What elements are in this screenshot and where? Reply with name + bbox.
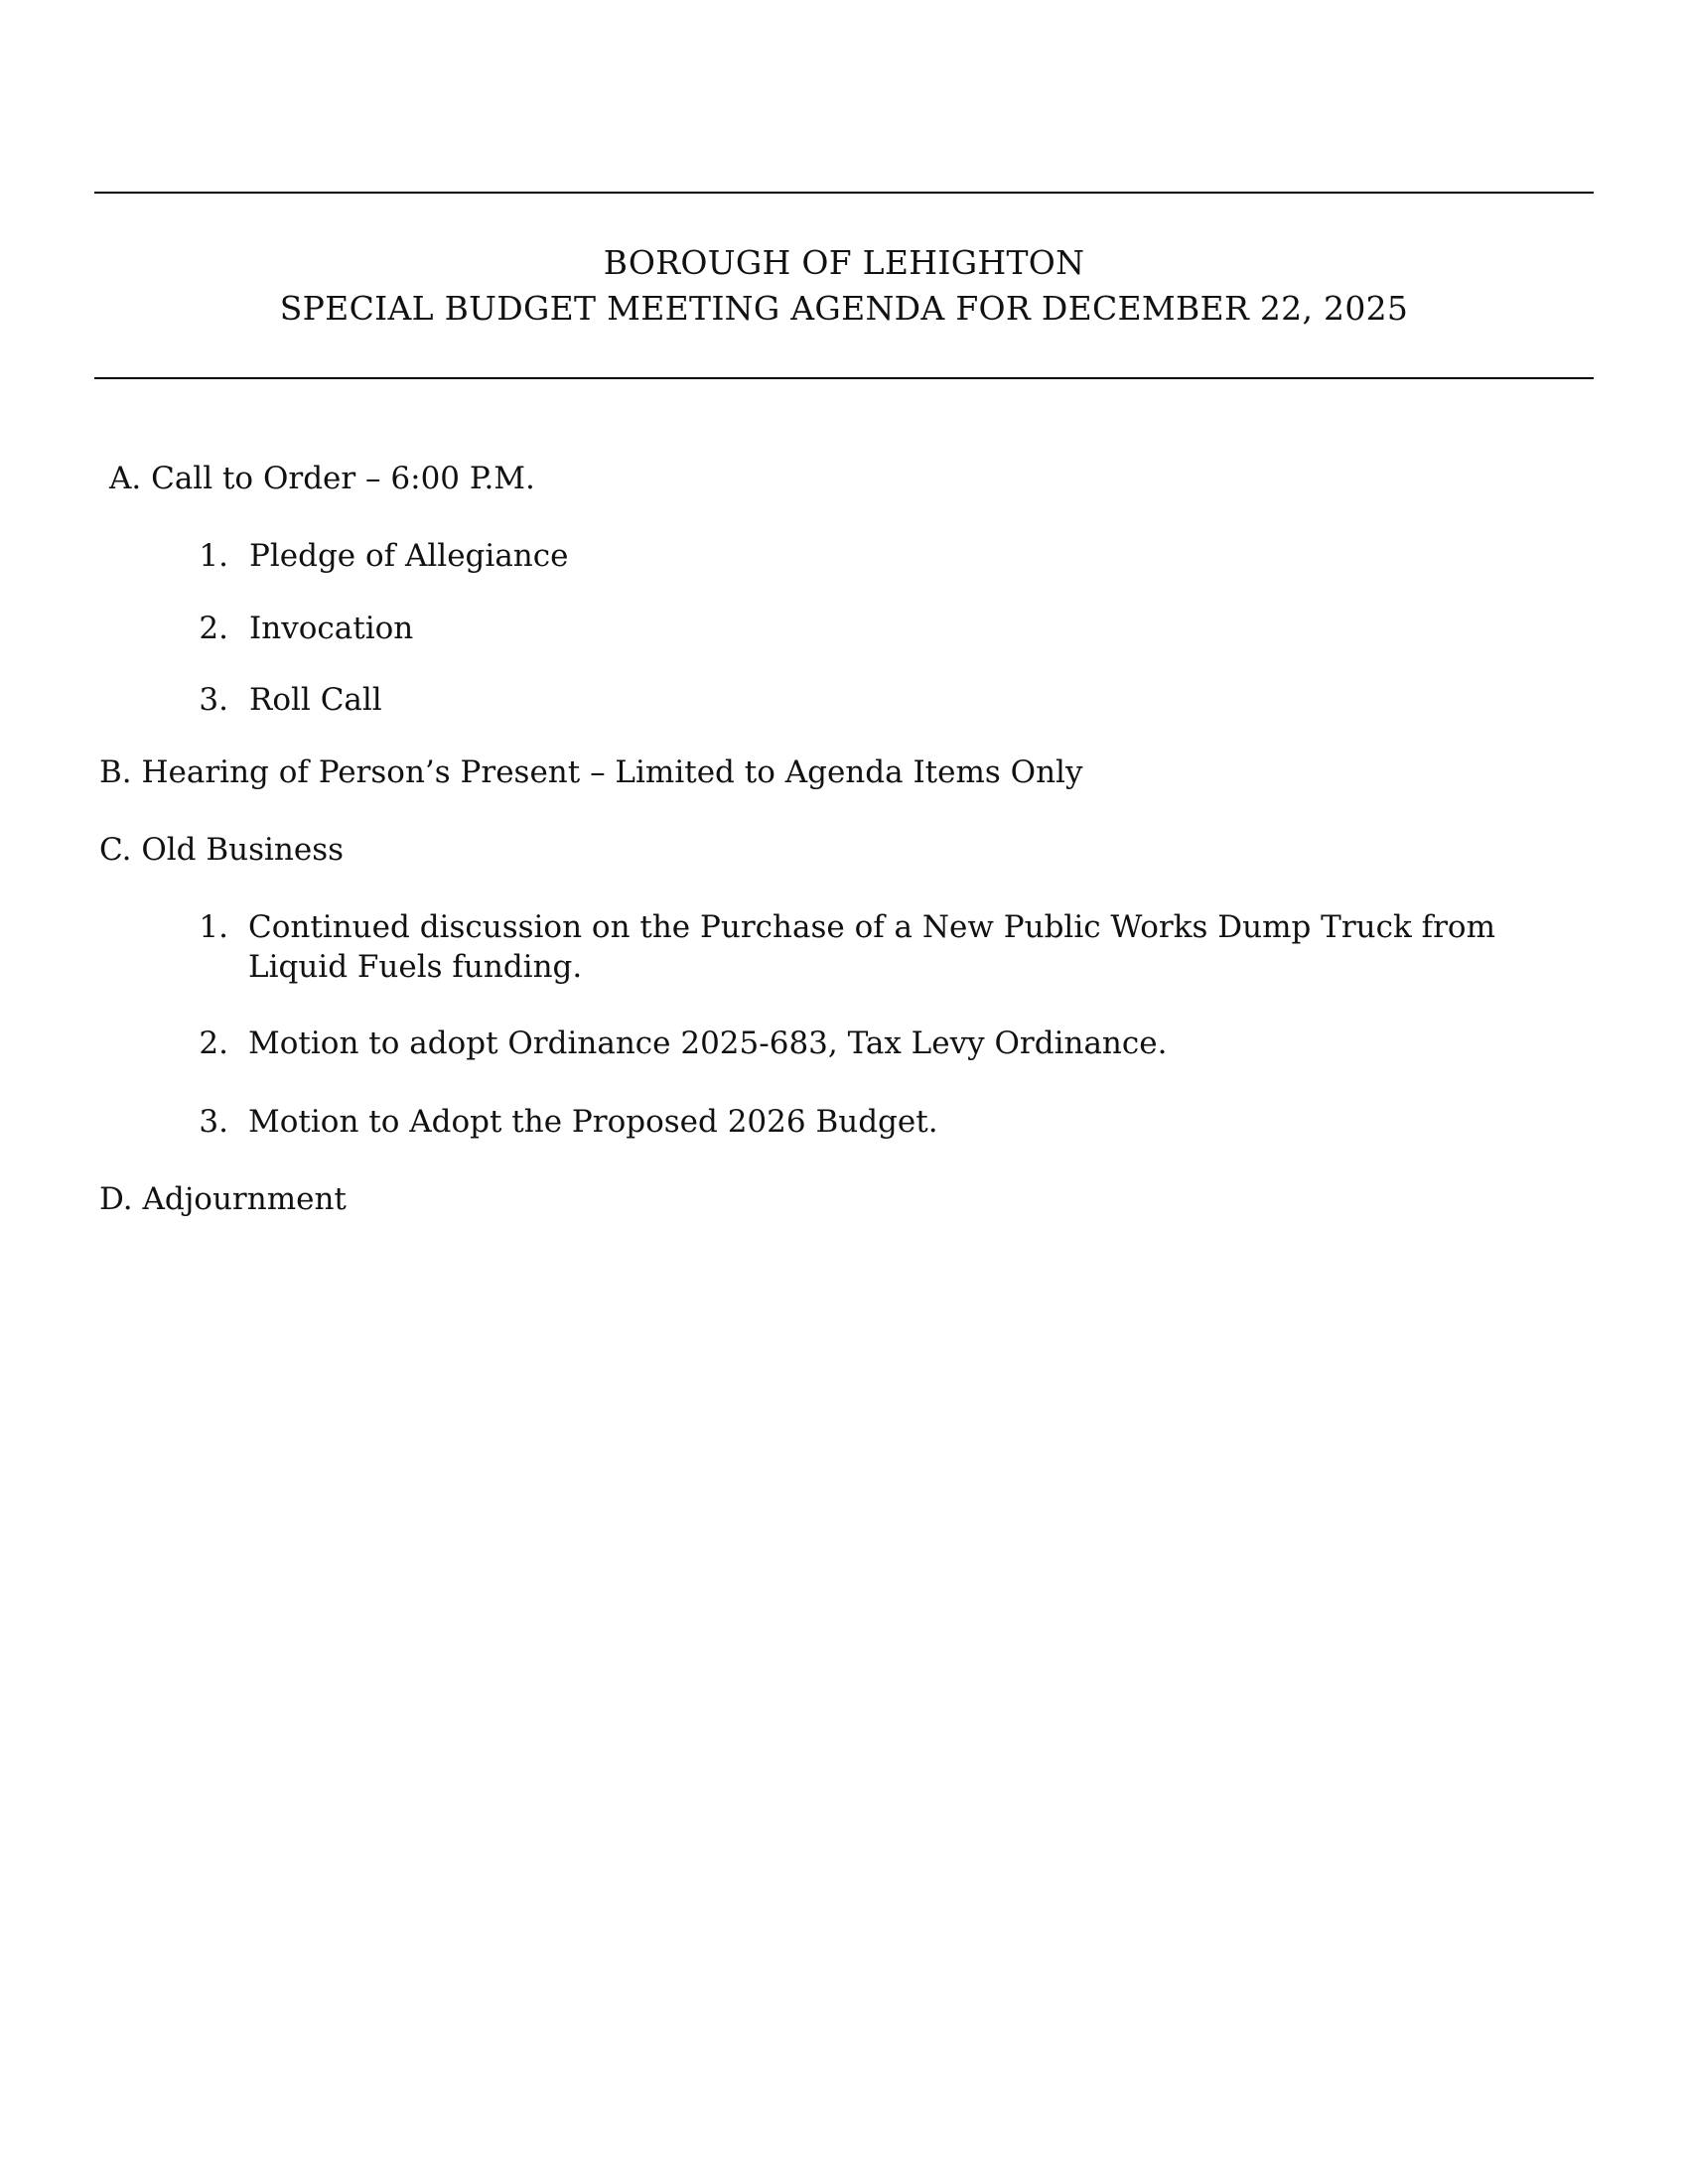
c-item-3-text: Motion to Adopt the Proposed 2026 Budget. xyxy=(248,1104,938,1140)
c-item-1-text-continued: Liquid Fuels funding. xyxy=(248,949,583,985)
a-item-1-text: Pledge of Allegiance xyxy=(249,538,569,574)
a-item-1-number: 1. xyxy=(199,538,228,574)
a-item-2-text: Invocation xyxy=(249,611,414,646)
a-item-3-text: Roll Call xyxy=(249,682,382,718)
section-c-heading: C. Old Business xyxy=(99,832,345,868)
section-b-heading: B. Hearing of Person’s Present – Limited to Agenda Items Only xyxy=(99,754,1083,790)
section-d-heading: D. Adjournment xyxy=(99,1181,347,1217)
top-divider xyxy=(94,192,1594,194)
section-a-heading: A. Call to Order – 6:00 P.M. xyxy=(109,461,535,496)
a-item-2-number: 2. xyxy=(199,611,228,646)
c-item-1-number: 1. xyxy=(199,909,228,945)
bottom-divider xyxy=(94,377,1594,379)
c-item-3-number: 3. xyxy=(199,1104,228,1140)
title-line-1: BOROUGH OF LEHIGHTON xyxy=(603,243,1085,282)
c-item-1-text: Continued discussion on the Purchase of a New Public Works Dump Truck from xyxy=(248,909,1495,945)
document-title xyxy=(94,240,1594,332)
c-item-2-number: 2. xyxy=(199,1025,228,1061)
c-item-2-text: Motion to adopt Ordinance 2025-683, Tax Levy Ordinance. xyxy=(248,1025,1168,1061)
title-line-2: SPECIAL BUDGET MEETING AGENDA FOR DECEMBER 22, 2025 xyxy=(279,289,1409,328)
a-item-3-number: 3. xyxy=(199,682,228,718)
